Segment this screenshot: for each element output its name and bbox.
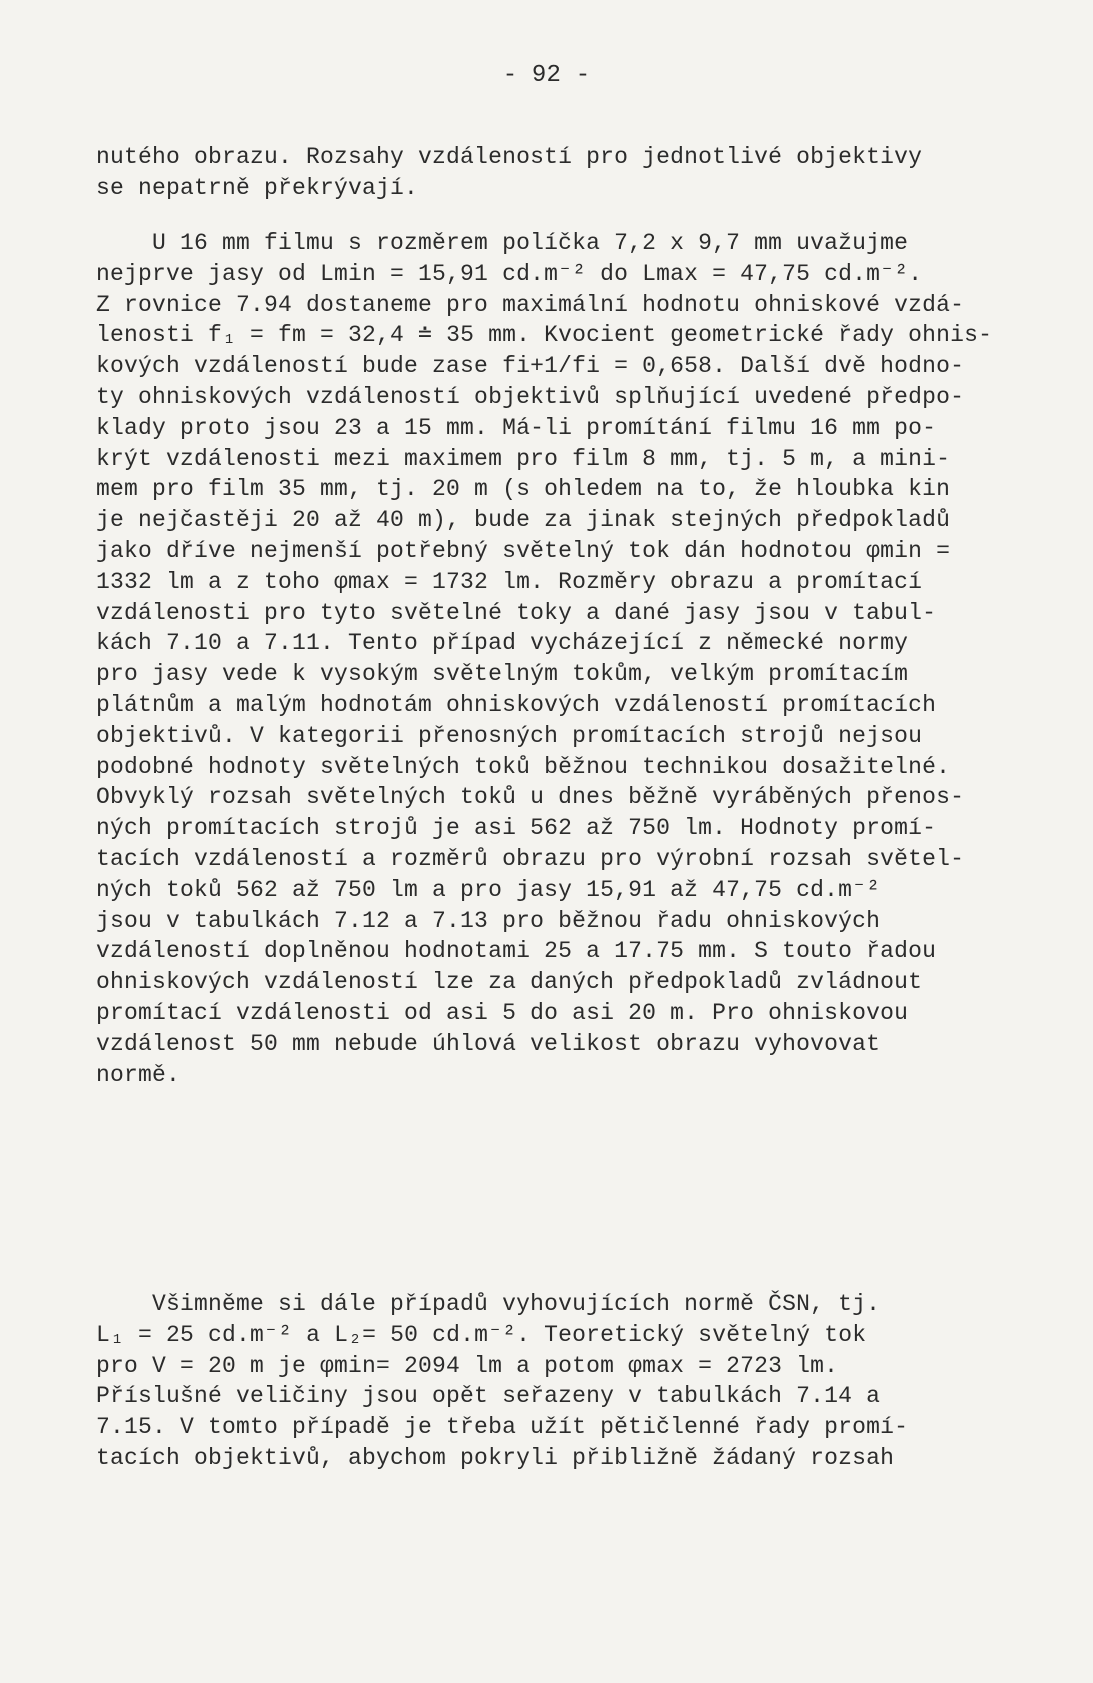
text-line: je nejčastěji 20 až 40 m), bude za jinak stejných předpokladů: [96, 507, 951, 534]
text-line: krýt vzdálenosti mezi maximem pro film 8 mm, tj. 5 m, a mini-: [96, 445, 951, 472]
text-line: 1332 lm a z toho φmax = 1732 lm. Rozměry obrazu a promítací: [96, 568, 923, 595]
text-line: tacích objektivů, abychom pokryli přibližně žádaný rozsah: [96, 1444, 895, 1471]
text-line: ných promítacích strojů je asi 562 až 750 lm. Hodnoty promí-: [96, 815, 937, 842]
paragraph-3: [96, 1289, 1056, 1474]
text-line: jako dříve nejmenší potřebný světelný tok dán hodnotou φmin =: [96, 537, 951, 564]
text-line: kách 7.10 a 7.11. Tento případ vycházející z německé normy: [96, 630, 909, 657]
text-line: Z rovnice 7.94 dostaneme pro maximální hodnotu ohniskové vzdá-: [96, 291, 965, 318]
text-line: klady proto jsou 23 a 15 mm. Má-li promítání filmu 16 mm po-: [96, 414, 937, 441]
text-line: pro jasy vede k vysokým světelným tokům, velkým promítacím: [96, 661, 909, 688]
text-line: Příslušné veličiny jsou opět seřazeny v tabulkách 7.14 a: [96, 1383, 881, 1410]
text-line: plátnům a malým hodnotám ohniskových vzdáleností promítacích: [96, 691, 937, 718]
text-line: nutého obrazu. Rozsahy vzdáleností pro jednotlivé objektivy: [96, 144, 923, 170]
text-line: se nepatrně překrývají.: [96, 174, 419, 201]
text-line: lenosti f₁ = fm = 32,4 ≐ 35 mm. Kvocient geometrické řady ohnis-: [96, 322, 993, 349]
text-line: 7.15. V tomto případě je třeba užít pětičlenné řady promí-: [96, 1414, 909, 1441]
text-line: ných toků 562 až 750 lm a pro jasy 15,91 až 47,75 cd.m⁻²: [96, 876, 881, 903]
text-line: nejprve jasy od Lmin = 15,91 cd.m⁻² do Lmax = 47,75 cd.m⁻².: [96, 260, 923, 287]
text-line: [96, 1121, 1056, 1152]
text-line: jsou v tabulkách 7.12 a 7.13 pro běžnou řadu ohniskových: [96, 907, 881, 934]
text-line: vzdálenost 50 mm nebude úhlová velikost obrazu vyhovovat: [96, 1030, 881, 1057]
text-line: vzdáleností doplněnou hodnotami 25 a 17.75 mm. S touto řadou: [96, 938, 937, 965]
text-line: mem pro film 35 mm, tj. 20 m (s ohledem na to, že hloubka kin: [96, 476, 951, 503]
page-number: - 92 -: [502, 62, 591, 89]
text-line: ohniskových vzdáleností lze za daných předpokladů zvládnout: [96, 969, 923, 996]
text-line: promítací vzdálenosti od asi 5 do asi 20 m. Pro ohniskovou: [96, 999, 909, 1026]
text-line: L₁ = 25 cd.m⁻² a L₂= 50 cd.m⁻². Teoretický světelný tok: [96, 1321, 867, 1348]
text-line: podobné hodnoty světelných toků běžnou technikou dosažitelné.: [96, 753, 951, 780]
text-line: normě.: [96, 1061, 181, 1088]
text-line: tacích vzdáleností a rozměrů obrazu pro výrobní rozsah světel-: [96, 845, 965, 872]
text-line: vzdálenosti pro tyto světelné toky a dané jasy jsou v tabul-: [96, 599, 937, 626]
text-line: ty ohniskových vzdáleností objektivů splňující uvedené předpo-: [96, 383, 965, 410]
text-line: kových vzdáleností bude zase fi+1/fi = 0,658. Další dvě hodno-: [96, 353, 965, 380]
text-line: pro V = 20 m je φmin= 2094 lm a potom φmax = 2723 lm.: [96, 1352, 839, 1379]
text-line: Všimněme si dále případů vyhovujících normě ČSN, tj.: [96, 1291, 881, 1317]
text-line: objektivů. V kategorii přenosných promítacích strojů nejsou: [96, 722, 923, 749]
text-line: U 16 mm filmu s rozměrem políčka 7,2 x 9,7 mm uvažujme: [96, 230, 909, 256]
paragraph-1: [96, 142, 1056, 204]
text-line: Obvyklý rozsah světelných toků u dnes běžně vyráběných přenos-: [96, 784, 965, 811]
paragraph-2: [96, 228, 1056, 1152]
text-line: [96, 1090, 1056, 1121]
